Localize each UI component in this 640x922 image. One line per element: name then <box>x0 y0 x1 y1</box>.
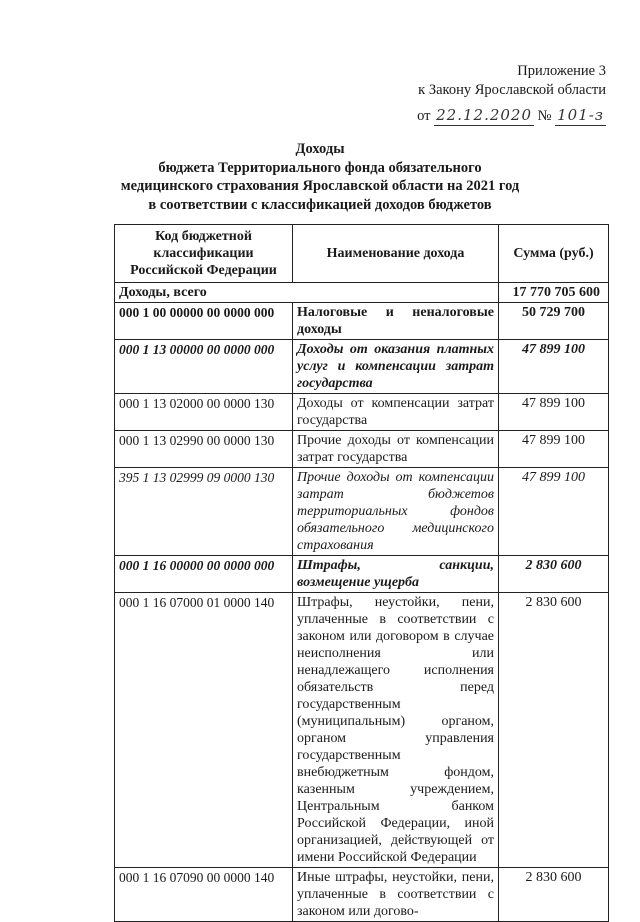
row-code: 395 1 13 02999 09 0000 130 <box>115 468 293 556</box>
table-row <box>115 593 609 868</box>
appendix-date-line <box>417 106 606 126</box>
total-amount: 17 770 705 600 <box>499 283 609 303</box>
row-code: 000 1 16 00000 00 0000 000 <box>115 556 293 593</box>
row-amount: 47 899 100 <box>499 468 609 556</box>
row-amount: 50 729 700 <box>499 303 609 340</box>
row-name: Доходы от оказания платных услуг и компенсации затрат государства <box>293 340 499 394</box>
row-code: 000 1 00 00000 00 0000 000 <box>115 303 293 340</box>
row-name: Прочие доходы от компенсации затрат бюджетов территориальных фондов обязательного медицинского страхования <box>293 468 499 556</box>
table-row <box>115 303 609 340</box>
appendix-prefix: от <box>417 108 431 124</box>
total-label: Доходы, всего <box>115 283 499 303</box>
row-name: Штрафы, санкции, возмещение ущерба <box>293 556 499 593</box>
title-line-1: Доходы <box>295 141 345 157</box>
row-name: Налоговые и неналоговые доходы <box>293 303 499 340</box>
row-amount: 2 830 600 <box>499 556 609 593</box>
appendix-title: Приложение 3 <box>517 63 606 79</box>
document-title <box>0 140 640 214</box>
row-amount: 2 830 600 <box>499 868 609 922</box>
title-line-4: в соответствии с классификацией доходов бюджетов <box>148 196 492 213</box>
row-name: Прочие доходы от компенсации затрат государства <box>293 431 499 468</box>
number-sign: № <box>537 108 552 124</box>
row-name: Иные штрафы, неустойки, пени, уплаченные в соответствии с законом или догово- <box>293 868 499 922</box>
row-amount: 47 899 100 <box>499 394 609 431</box>
row-name: Доходы от компенсации затрат государства <box>293 394 499 431</box>
table-header-row <box>115 225 609 283</box>
header-name: Наименование дохода <box>293 225 499 283</box>
appendix-block <box>417 62 606 126</box>
row-code: 000 1 13 02990 00 0000 130 <box>115 431 293 468</box>
title-line-3: медицинского страхования Ярославской области на 2021 год <box>120 178 520 194</box>
row-code: 000 1 16 07000 01 0000 140 <box>115 593 293 868</box>
handwritten-number: 101-з <box>557 106 604 124</box>
table-row <box>115 431 609 468</box>
table-row <box>115 868 609 922</box>
row-name: Штрафы, неустойки, пени, уплаченные в соответствии с законом или договором в случае неисполнения или ненадлежащего исполнения обязательств перед государственным (муниципальным) органом, органом управления государственным внебюджетным фондом, казенным учреждением, Центральным банком Российской Федерации, иной организацией, действующей от имени Российской Федерации <box>293 593 499 868</box>
header-amount: Сумма (руб.) <box>499 225 609 283</box>
table-row <box>115 394 609 431</box>
table-row <box>115 556 609 593</box>
row-code: 000 1 13 02000 00 0000 130 <box>115 394 293 431</box>
revenue-table <box>114 224 609 922</box>
header-code: Код бюджетной классификации Российской Федерации <box>115 225 293 283</box>
row-amount: 47 899 100 <box>499 340 609 394</box>
row-amount: 2 830 600 <box>499 593 609 868</box>
table-row <box>115 468 609 556</box>
row-code: 000 1 13 00000 00 0000 000 <box>115 340 293 394</box>
table-row <box>115 340 609 394</box>
row-amount: 47 899 100 <box>499 431 609 468</box>
appendix-law: к Закону Ярославской области <box>418 82 606 98</box>
title-line-2: бюджета Территориального фонда обязательного <box>158 159 482 176</box>
row-code: 000 1 16 07090 00 0000 140 <box>115 868 293 922</box>
handwritten-date: 22.12.2020 <box>436 106 533 124</box>
total-row <box>115 283 609 303</box>
